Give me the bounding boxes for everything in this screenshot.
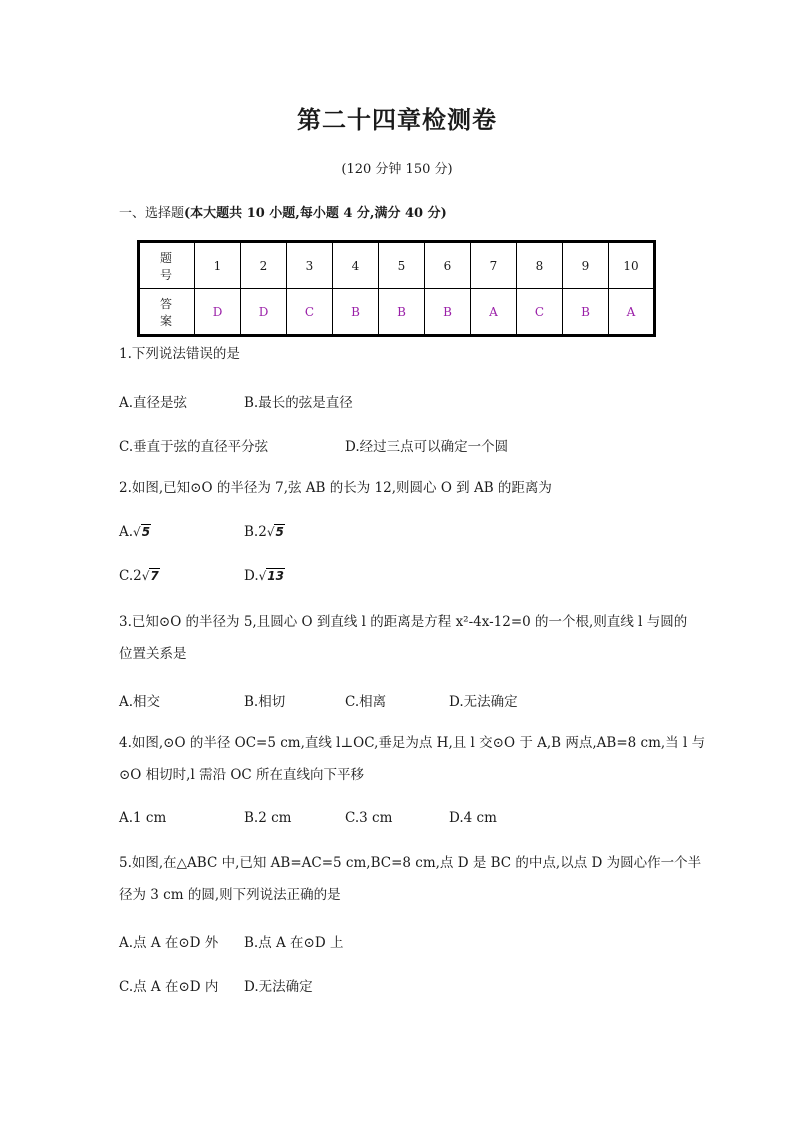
square-root: √13 bbox=[258, 569, 284, 583]
question-4-option-d: D.4 cm bbox=[449, 810, 497, 826]
question-5-option-c: C.点 A 在⊙D 内 bbox=[119, 979, 219, 995]
question-4-option-b: B.2 cm bbox=[244, 810, 292, 826]
answer-label: 答 案 bbox=[139, 289, 195, 336]
answer-cell: A bbox=[471, 289, 517, 336]
question-3-option-b: B.相切 bbox=[244, 694, 286, 710]
question-1-option-a: A.直径是弦 bbox=[119, 395, 188, 411]
answer-cell: A bbox=[609, 289, 655, 336]
page-title: 第二十四章检测卷 bbox=[297, 106, 497, 134]
answer-cell: B bbox=[333, 289, 379, 336]
radical-coefficient: 2 bbox=[133, 568, 142, 584]
answer-cell: C bbox=[517, 289, 563, 336]
question-5-option-b: B.点 A 在⊙D 上 bbox=[244, 935, 344, 951]
question-4-stem-line-2: ⊙O 相切时,l 需沿 OC 所在直线向下平移 bbox=[119, 767, 365, 783]
question-3-stem-line-2: 位置关系是 bbox=[119, 646, 187, 662]
option-letter: A. bbox=[119, 524, 134, 540]
answer-cell: B bbox=[563, 289, 609, 336]
question-4-option-a: A.1 cm bbox=[119, 810, 167, 826]
section-instructions: (本大题共 10 小题,每小题 4 分,满分 40 分) bbox=[184, 206, 447, 221]
answer-cell: D bbox=[241, 289, 287, 336]
answer-cell: D bbox=[195, 289, 241, 336]
section-heading bbox=[119, 202, 447, 221]
question-2-option-d bbox=[244, 568, 285, 584]
answer-cell: B bbox=[425, 289, 471, 336]
question-number: 3 bbox=[287, 242, 333, 289]
square-root: √5 bbox=[266, 525, 284, 539]
question-1-option-d: D.经过三点可以确定一个圆 bbox=[345, 439, 509, 455]
answer-cell: B bbox=[379, 289, 425, 336]
question-2-stem: 2.如图,已知⊙O 的半径为 7,弦 AB 的长为 12,则圆心 O 到 AB 的距离为 bbox=[119, 480, 552, 496]
question-number: 6 bbox=[425, 242, 471, 289]
question-number: 10 bbox=[609, 242, 655, 289]
question-number: 2 bbox=[241, 242, 287, 289]
radicand: 5 bbox=[141, 525, 151, 539]
question-5-option-d: D.无法确定 bbox=[244, 979, 313, 995]
question-5-stem-line-1: 5.如图,在△ABC 中,已知 AB=AC=5 cm,BC=8 cm,点 D 是 BC 的中点,以点 D 为圆心作一个半 bbox=[119, 855, 702, 871]
radical-coefficient: 2 bbox=[258, 524, 267, 540]
question-2-option-b bbox=[244, 524, 285, 540]
question-number: 7 bbox=[471, 242, 517, 289]
square-root: √5 bbox=[133, 525, 151, 539]
option-letter: D. bbox=[244, 568, 259, 584]
question-3-stem-line-1: 3.已知⊙O 的半径为 5,且圆心 O 到直线 l 的距离是方程 x²-4x-12=0 的一个根,则直线 l 与圆的 bbox=[119, 614, 688, 630]
option-letter: B. bbox=[244, 524, 259, 540]
question-4-option-c: C.3 cm bbox=[345, 810, 393, 826]
answer-table bbox=[137, 240, 656, 337]
option-letter: C. bbox=[119, 568, 134, 584]
question-2-option-c bbox=[119, 568, 160, 584]
square-root: √7 bbox=[141, 569, 159, 583]
answer-table-number-row bbox=[139, 242, 655, 289]
exam-time-score: (120 分钟 150 分) bbox=[341, 162, 453, 177]
question-1-option-b: B.最长的弦是直径 bbox=[244, 395, 353, 411]
question-number: 1 bbox=[195, 242, 241, 289]
question-1-option-c: C.垂直于弦的直径平分弦 bbox=[119, 439, 269, 455]
question-number-label: 题 号 bbox=[139, 242, 195, 289]
question-3-option-a: A.相交 bbox=[119, 694, 161, 710]
answer-table-answer-row bbox=[139, 289, 655, 336]
question-number: 5 bbox=[379, 242, 425, 289]
question-4-stem-line-1: 4.如图,⊙O 的半径 OC=5 cm,直线 l⊥OC,垂足为点 H,且 l 交⊙O 于 A,B 两点,AB=8 cm,当 l 与 bbox=[119, 735, 706, 751]
question-5-stem-line-2: 径为 3 cm 的圆,则下列说法正确的是 bbox=[119, 887, 341, 903]
radicand: 5 bbox=[275, 525, 284, 539]
radicand: 13 bbox=[267, 569, 284, 583]
question-1-stem: 1.下列说法错误的是 bbox=[119, 346, 240, 362]
radicand: 7 bbox=[150, 569, 159, 583]
question-3-option-c: C.相离 bbox=[345, 694, 387, 710]
question-3-option-d: D.无法确定 bbox=[449, 694, 518, 710]
question-2-option-a bbox=[119, 524, 151, 540]
question-number: 4 bbox=[333, 242, 379, 289]
question-number: 8 bbox=[517, 242, 563, 289]
question-5-option-a: A.点 A 在⊙D 外 bbox=[119, 935, 219, 951]
section-prefix: 一、选择题 bbox=[119, 206, 185, 221]
question-number: 9 bbox=[563, 242, 609, 289]
answer-cell: C bbox=[287, 289, 333, 336]
